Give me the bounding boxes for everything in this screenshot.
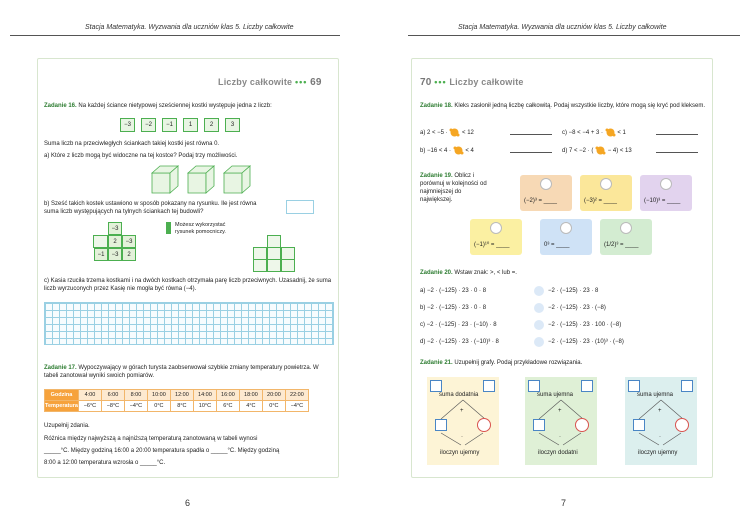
graph-input-square[interactable] <box>633 419 645 431</box>
expression-text: (−10)³ = ____ <box>644 198 681 204</box>
dice-faces <box>120 116 250 134</box>
comparison-left: d) −2 · (−125) · 23 · (−10)³ · 8 <box>420 339 499 345</box>
sign-input[interactable] <box>534 320 544 330</box>
tower-cell <box>281 259 295 272</box>
left-panel <box>37 58 339 478</box>
answer-box[interactable] <box>286 200 314 214</box>
temp-cell: 8°C <box>170 401 193 412</box>
tower-cell: −3 <box>108 248 122 261</box>
running-rule <box>10 35 340 36</box>
tower-with-numbers <box>93 222 153 272</box>
hour-cell: 20:00 <box>262 390 285 401</box>
answer-grid[interactable] <box>44 302 334 345</box>
section-header: Liczby całkowite ••• 69 <box>218 77 322 88</box>
running-rule <box>408 35 740 36</box>
order-circle[interactable] <box>660 178 672 190</box>
comparison-right: −2 · (−125) · 23 · 8 <box>548 288 599 294</box>
task-20-intro: Zadanie 20. Wstaw znak: >, < lub =. <box>420 270 517 276</box>
plus-sign: + <box>658 408 662 414</box>
temp-cell: −8°C <box>101 401 124 412</box>
ink-blot-icon <box>605 127 616 138</box>
plus-sign: + <box>460 408 464 414</box>
temp-cell: −4°C <box>124 401 147 412</box>
graph-card <box>525 377 597 465</box>
expression-card <box>580 175 632 211</box>
graph-input-square[interactable] <box>483 380 495 392</box>
graph-bottom-label: iloczyn ujemny <box>638 450 678 456</box>
comparison-left: c) −2 · (−125) · 23 · (−10) · 8 <box>420 322 497 328</box>
task-18-c: c) −8 < −4 + 3 · < 1 <box>562 127 626 138</box>
comparison-right: −2 · (−125) · 23 · 100 · (−8) <box>548 322 622 328</box>
hour-cell: 22:00 <box>285 390 308 401</box>
right-page <box>375 0 750 530</box>
hour-cell: 8:00 <box>124 390 147 401</box>
hour-cell: 16:00 <box>216 390 239 401</box>
dice-face: 1 <box>183 118 198 132</box>
task-16-intro: Zadanie 16. Na każdej ściance nietypowej sześciennej kostki występuje jedna z liczb: <box>44 103 272 109</box>
order-circle[interactable] <box>540 178 552 190</box>
task-18-d: d) 7 < −2 · ( − 4) < 13 <box>562 145 632 156</box>
three-cubes <box>148 163 258 195</box>
temp-cell: 0°C <box>147 401 170 412</box>
hour-cell: 6:00 <box>101 390 124 401</box>
tower-cell <box>253 259 267 272</box>
hour-cell: 18:00 <box>239 390 262 401</box>
sign-input[interactable] <box>534 286 544 296</box>
task-19-intro: Zadanie 19. Oblicz i porównuj w kolejności od najmniejszej do największej. <box>420 173 487 203</box>
tower-cell: 2 <box>122 248 136 261</box>
hour-cell: 14:00 <box>193 390 216 401</box>
ink-blot-icon <box>453 145 464 156</box>
temp-row-label: Temperatura <box>45 401 79 412</box>
temperature-table <box>44 389 309 412</box>
running-head: Stacja Matematyka. Wyzwania dla uczniów klas 5. Liczby całkowite <box>85 24 294 31</box>
graph-top-label: suma ujemna <box>537 392 574 398</box>
graph-input-circle[interactable] <box>575 418 589 432</box>
times-sign: · <box>559 434 561 440</box>
comparison-left: b) −2 · (−125) · 23 · 0 · 8 <box>420 305 487 311</box>
times-sign: · <box>659 434 661 440</box>
order-circle[interactable] <box>620 222 632 234</box>
graph-input-square[interactable] <box>435 419 447 431</box>
sign-input[interactable] <box>534 303 544 313</box>
hour-row-label: Godzina <box>45 390 79 401</box>
graph-bottom-label: iloczyn dodatni <box>538 450 578 456</box>
graph-card <box>625 377 697 465</box>
page-number: 7 <box>561 498 567 508</box>
task-16-b: b) Sześć takich kostek ustawiono w sposób pokazany na rysunku. Ile jest równa suma liczb występujących na tylnych ściankach tej budowli? <box>44 201 257 215</box>
expression-text: (1/2)³ = ____ <box>604 242 639 248</box>
graph-card <box>427 377 499 465</box>
task-17-s2: _____°C. Między godziną 16:00 a 20:00 temperatura spadła o _____°C. Między godziną <box>44 448 280 454</box>
dice-face: −3 <box>120 118 135 132</box>
expression-text: 0³ = ____ <box>544 242 570 248</box>
hour-cell: 10:00 <box>147 390 170 401</box>
tower-cell: −3 <box>122 235 136 248</box>
times-sign: · <box>461 434 463 440</box>
tower-helper <box>253 235 303 275</box>
sign-input[interactable] <box>534 337 544 347</box>
hint-exclamation-icon <box>166 222 171 234</box>
graph-input-circle[interactable] <box>675 418 689 432</box>
task-21-intro: Zadanie 21. Uzupełnij grafy. Podaj przykładowe rozwiązania. <box>420 360 583 366</box>
answer-line[interactable] <box>656 152 698 153</box>
graph-input-circle[interactable] <box>477 418 491 432</box>
tower-cell: −3 <box>108 222 122 235</box>
hint-text: Możesz wykorzystać rysunek pomocniczy. <box>175 222 226 235</box>
answer-line[interactable] <box>510 152 552 153</box>
expression-text: (−2)³ = ____ <box>524 198 558 204</box>
answer-line[interactable] <box>510 134 552 135</box>
ink-blot-icon <box>449 127 460 138</box>
task-18-b: b) −16 < 4 · < 4 <box>420 145 474 156</box>
graph-top-label: suma dodatnia <box>439 392 479 398</box>
comparison-left: a) −2 · (−125) · 23 · 0 · 8 <box>420 288 487 294</box>
right-panel <box>411 58 713 478</box>
answer-line[interactable] <box>656 134 698 135</box>
expression-card <box>640 175 692 211</box>
expression-card <box>470 219 522 255</box>
running-head: Stacja Matematyka. Wyzwania dla uczniów klas 5. Liczby całkowite <box>458 24 667 31</box>
hour-cell: 4:00 <box>78 390 101 401</box>
graph-top-label: suma ujemna <box>637 392 674 398</box>
task-17-s1: Różnica między najwyższą a najniższą temperaturą zanotowaną w tabeli wynosi <box>44 436 258 442</box>
section-header: 70 ••• Liczby całkowite <box>420 77 524 88</box>
task-18-intro: Zadanie 18. Kleks zasłonił jedną liczbę całkowitą. Podaj wszystkie liczby, które mogą się kryć pod kleksem. <box>420 103 706 109</box>
task-16-a: a) Które z liczb mogą być widoczne na tej kostce? Podaj trzy możliwości. <box>44 153 238 159</box>
task-16-c: c) Kasia rzuciła trzema kostkami i na dwóch kostkach otrzymała parę liczb przeciwnych. Uzasadnij, że suma liczb wyrzuconych przez Kasię nie mogła być równa (−4). <box>44 278 332 292</box>
order-circle[interactable] <box>490 222 502 234</box>
task-17-intro: Zadanie 17. Wypoczywający w górach turysta zaobserwował szybkie zmiany temperatury powietrza. W tabeli zanotował wyniki swoich pomiarów. <box>44 365 319 379</box>
dice-face: 3 <box>225 118 240 132</box>
expression-text: (−1)¹⁰ = ____ <box>474 242 510 248</box>
expression-text: (−3)² = ____ <box>584 198 618 204</box>
order-circle[interactable] <box>600 178 612 190</box>
task-17-s3: 8:00 a 12:00 temperatura wzrosła o _____°C. <box>44 460 166 466</box>
temp-cell: −6°C <box>78 401 101 412</box>
temp-cell: 6°C <box>216 401 239 412</box>
plus-sign: + <box>558 408 562 414</box>
graph-input-square[interactable] <box>533 419 545 431</box>
hour-cell: 12:00 <box>170 390 193 401</box>
temp-cell: 0°C <box>262 401 285 412</box>
dice-face: −2 <box>141 118 156 132</box>
ink-blot-icon <box>595 145 606 156</box>
task-18-a: a) 2 < −5 · < 12 <box>420 127 474 138</box>
tower-cell: 2 <box>108 235 122 248</box>
dice-face: −1 <box>162 118 177 132</box>
expression-card <box>520 175 572 211</box>
dice-face: 2 <box>204 118 219 132</box>
graph-input-square[interactable] <box>681 380 693 392</box>
graph-input-square[interactable] <box>581 380 593 392</box>
expression-card <box>600 219 652 255</box>
expression-card <box>540 219 592 255</box>
page-number: 6 <box>185 498 191 508</box>
comparison-right: −2 · (−125) · 23 · (10)³ · (−8) <box>548 339 624 345</box>
task-16-sum: Suma liczb na przeciwległych ściankach takiej kostki jest równa 0. <box>44 141 220 147</box>
tower-cell <box>93 235 108 248</box>
tower-cell: −1 <box>94 248 108 261</box>
order-circle[interactable] <box>560 222 572 234</box>
temp-cell: 4°C <box>239 401 262 412</box>
task-17-fill: Uzupełnij zdania. <box>44 423 90 429</box>
temp-cell: 10°C <box>193 401 216 412</box>
comparison-right: −2 · (−125) · 23 · (−8) <box>548 305 606 311</box>
graph-bottom-label: iloczyn ujemny <box>440 450 480 456</box>
tower-cell <box>267 259 281 272</box>
temp-cell: −4°C <box>285 401 308 412</box>
